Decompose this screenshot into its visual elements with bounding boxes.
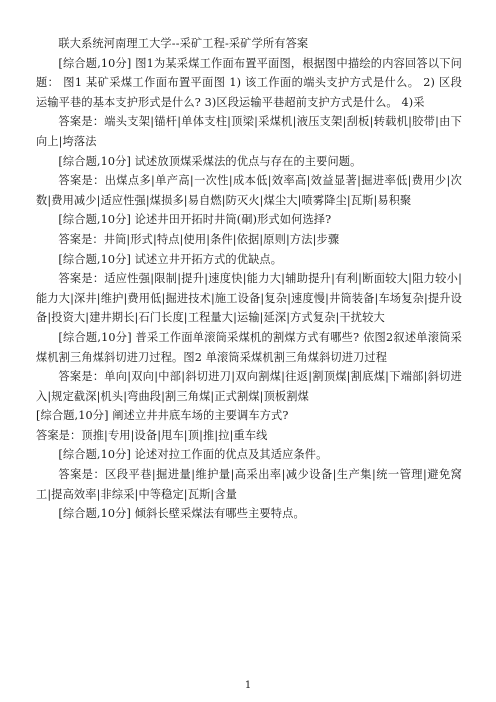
question-paragraph: [综合题,10分] 阐述立井井底车场的主要调车方式?	[36, 409, 289, 423]
answer-paragraph: 答案是：端头支架|锚杆|单体支柱|顶梁|采煤机|液压支架|刮板|转载机|胶带|由下向上|垮落法	[36, 115, 462, 148]
answer-paragraph: 答案是：适应性强|限制|提升|速度快|能力大|辅助提升|有利|断面较大|阻力较小|能力大|深井|维护|费用低|掘进技术|施工设备|复杂|速度慢|井筒装备|车场复杂|提升设备|投资大|建井期长|石门长度|工程量大|运输|延深|方式复杂|干扰较大	[36, 272, 462, 325]
question-paragraph: [综合题,10分] 论述对拉工作面的优点及其适应条件。	[58, 448, 328, 462]
answer-paragraph: 答案是：井筒|形式|特点|使用|条件|依据|原则|方法|步骤	[58, 232, 340, 246]
page-number: 1	[244, 680, 252, 691]
question-paragraph: [综合题,10分] 倾斜长壁采煤法有哪些主要特点。	[58, 507, 305, 521]
question-paragraph: [综合题,10分] 试述立井开拓方式的优缺点。	[58, 252, 283, 266]
question-paragraph: [综合题,10分] 图1为某采煤工作面布置平面图，根据图中描绘的内容回答以下问题： 图1 某矿采煤工作面布置平面图 1) 该工作面的端头支护方式是什么。 2) 区段运输平巷的基本支护形式是什么? 3)区段运输平巷超前支护方式是什么。 4)采	[36, 56, 462, 109]
answer-paragraph: 答案是：单向|双向|中部|斜切进刀|双向割煤|往返|割顶煤|割底煤|下端部|斜切进入|规定截深|机头|弯曲段|割三角煤|正式割煤|顶板割煤	[36, 370, 462, 403]
question-paragraph: [综合题,10分] 试述放顶煤采煤法的优点与存在的主要问题。	[58, 154, 362, 168]
answer-paragraph: 答案是：区段平巷|掘进量|维护量|高采出率|减少设备|生产集|统一管理|避免窝工|提高效率|非综采|中等稳定|瓦斯|含量	[36, 468, 462, 501]
document-body	[36, 34, 462, 524]
question-paragraph: [综合题,10分] 普采工作面单滚筒采煤机的割煤方式有哪些? 依图2叙述单滚筒采煤机割三角煤斜切进刀过程。图2 单滚筒采煤机割三角煤斜切进刀过程	[36, 330, 462, 364]
document-title: 联大系统河南理工大学--采矿工程-采矿学所有答案	[58, 37, 309, 50]
answer-paragraph: 答案是：出煤点多|单产高|一次性|成本低|效率高|效益显著|掘进率低|费用少|次数|费用减少|适应性强|煤损多|易自燃|防灭火|煤尘大|喷雾降尘|瓦斯|易积聚	[36, 174, 462, 207]
answer-paragraph: 答案是：顶推|专用|设备|甩车|顶|推|拉|重车线	[36, 428, 268, 442]
question-paragraph: [综合题,10分] 论述井田开拓时井筒(硐)形式如何选择?	[58, 213, 332, 227]
